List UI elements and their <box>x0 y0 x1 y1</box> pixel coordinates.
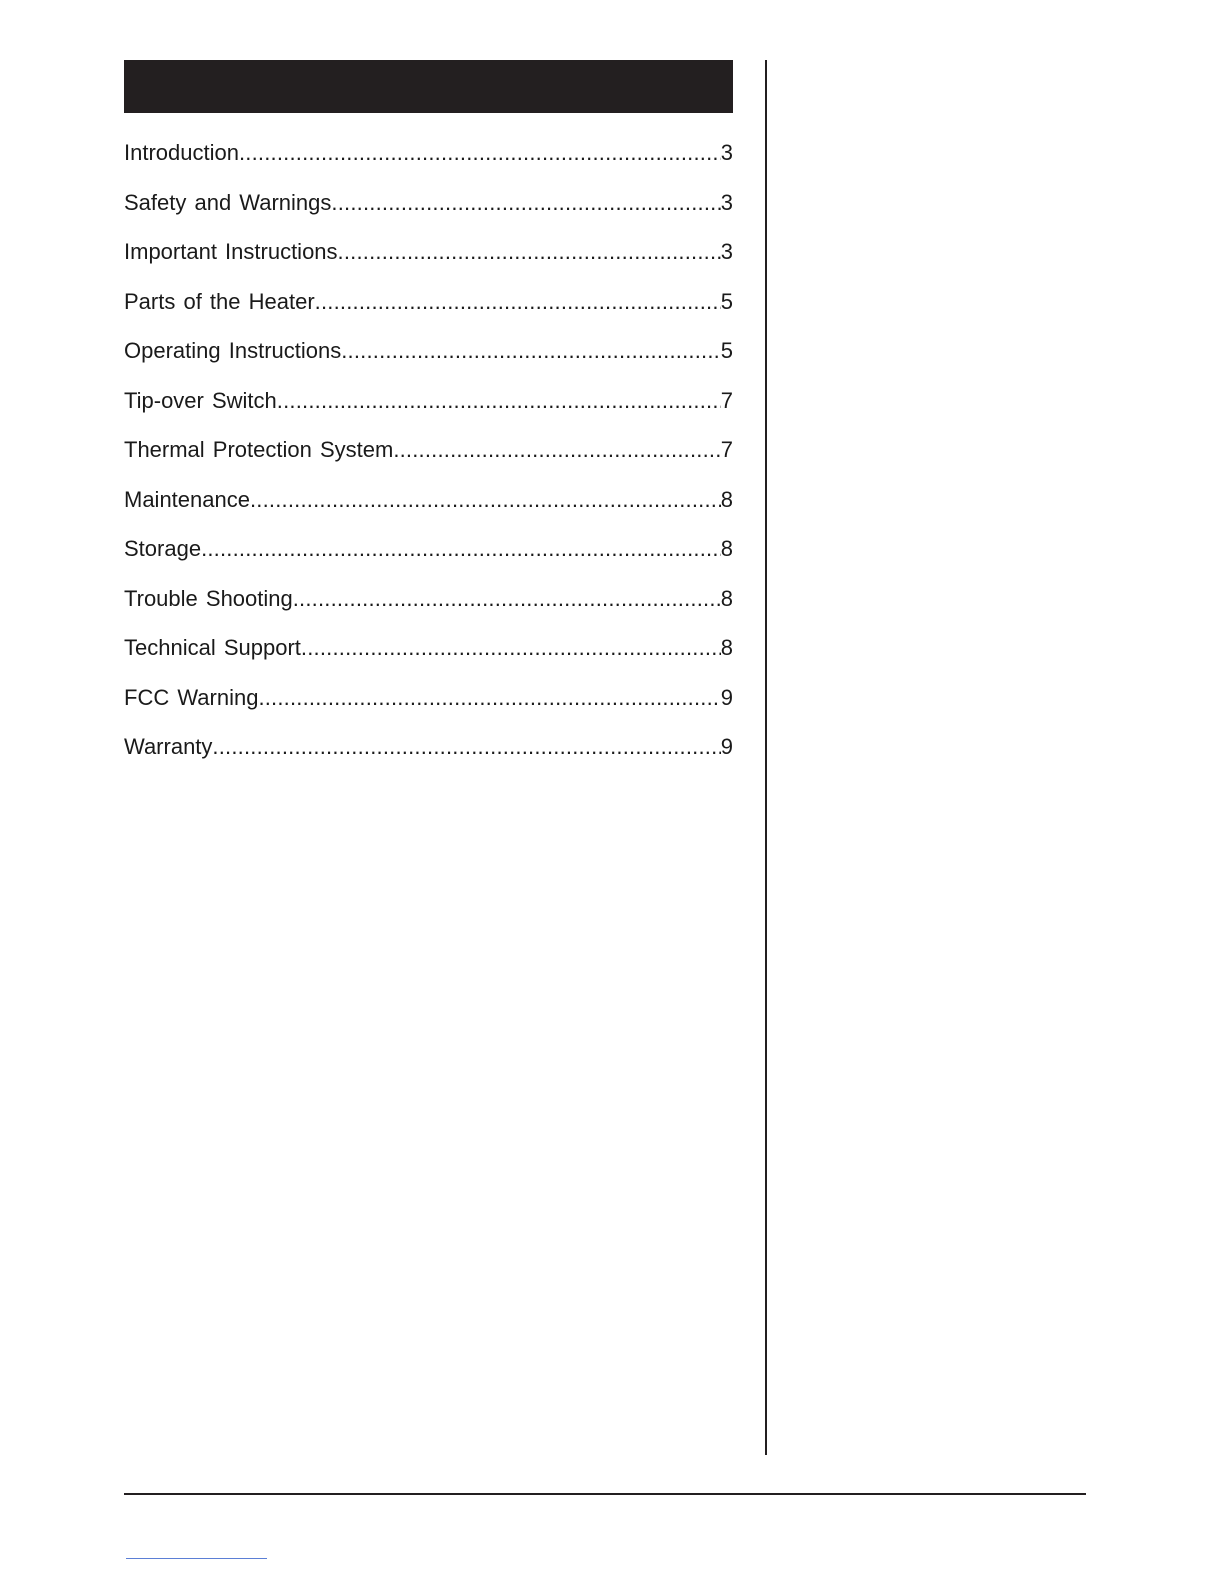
toc-entry-operating-instructions[interactable] <box>124 336 733 386</box>
toc-dot-leader <box>341 336 721 366</box>
toc-dot-leader <box>212 732 720 762</box>
toc-entry-page: 3 <box>720 189 733 215</box>
toc-entry-title: Tip-over Switch <box>124 387 277 413</box>
toc-entry-title: Warranty <box>124 734 213 759</box>
toc-entry-tip-over-switch[interactable] <box>124 386 733 436</box>
toc-dot-leader <box>258 683 720 713</box>
toc-entry-page: 7 <box>720 437 733 462</box>
toc-entry-title: Maintenance <box>124 486 250 512</box>
toc-entry-important-instructions[interactable] <box>124 237 733 287</box>
toc-entry-introduction[interactable] <box>124 138 733 188</box>
toc-dot-leader <box>301 633 721 663</box>
toc-entry-title: Safety and Warnings <box>124 189 332 215</box>
bottom-link-underline <box>126 1558 267 1559</box>
column-divider <box>765 60 767 1455</box>
toc-entry-title: Parts of the Heater <box>124 288 315 314</box>
toc-entry-safety-and-warnings[interactable] <box>124 188 733 238</box>
toc-entry-title: Introduction <box>124 140 239 165</box>
toc-entry-title: Technical Support <box>124 635 301 660</box>
toc-dot-leader <box>293 584 721 614</box>
toc-entry-title: Trouble Shooting <box>124 585 293 611</box>
toc-dot-leader <box>239 138 721 168</box>
toc-entry-parts-of-the-heater[interactable] <box>124 287 733 337</box>
toc-entry-page: 5 <box>720 338 733 363</box>
toc-entry-title: FCC Warning <box>124 684 259 710</box>
toc-entry-page: 3 <box>720 239 733 264</box>
toc-entry-title: Storage <box>124 536 202 561</box>
toc-dot-leader <box>315 287 721 317</box>
toc-dot-leader <box>277 386 721 416</box>
toc-dot-leader <box>331 188 720 218</box>
footer-rule <box>124 1493 1086 1495</box>
toc-entry-page: 8 <box>720 486 733 512</box>
table-of-contents <box>124 138 733 782</box>
toc-entry-thermal-protection-system[interactable] <box>124 435 733 485</box>
toc-dot-leader <box>393 435 720 465</box>
toc-entry-page: 8 <box>720 585 733 611</box>
toc-entry-page: 8 <box>720 635 733 660</box>
toc-entry-page: 3 <box>720 140 733 165</box>
toc-entry-page: 9 <box>720 684 733 710</box>
toc-entry-title: Important Instructions <box>124 239 338 264</box>
toc-entry-page: 9 <box>720 734 733 759</box>
toc-entry-storage[interactable] <box>124 534 733 584</box>
toc-entry-page: 5 <box>720 288 733 314</box>
toc-dot-leader <box>250 485 721 515</box>
toc-entry-technical-support[interactable] <box>124 633 733 683</box>
toc-dot-leader <box>201 534 721 564</box>
toc-entry-title: Thermal Protection System <box>124 437 394 462</box>
toc-entry-trouble-shooting[interactable] <box>124 584 733 634</box>
toc-entry-fcc-warning[interactable] <box>124 683 733 733</box>
toc-entry-page: 7 <box>720 387 733 413</box>
toc-entry-page: 8 <box>720 536 733 561</box>
toc-dot-leader <box>338 237 721 267</box>
section-header-bar <box>124 60 733 113</box>
toc-entry-title: Operating Instructions <box>124 338 342 363</box>
toc-entry-maintenance[interactable] <box>124 485 733 535</box>
toc-entry-warranty[interactable] <box>124 732 733 782</box>
